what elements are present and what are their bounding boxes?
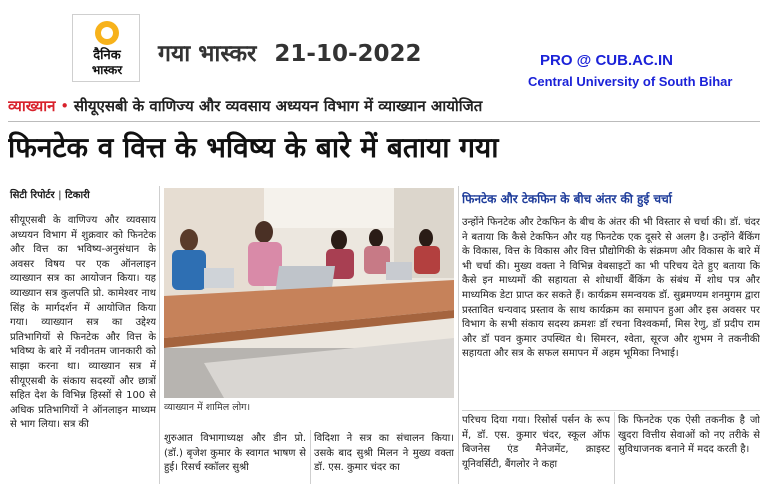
sun-logo-icon [95,21,119,45]
byline-separator: | [58,190,62,201]
logo-line-2: भास्कर [91,63,123,77]
column-divider [159,186,160,484]
logo-line-1: दैनिक [93,48,121,63]
byline [10,187,90,201]
kicker-line [8,96,760,122]
photo-caption: व्याख्यान में शामिल लोग। [164,402,251,413]
edition-date [158,36,432,68]
kicker-label: व्याख्यान [8,97,56,115]
article-column-bottom-2: विदिशा ने सत्र का संचालन किया। उसके बाद सुश्री मिलन ने मुख्य वक्ता डॉ. एस. कुमार चंदर का [314,433,454,474]
article-column-bottom-4: कि फिनटेक एक ऐसी तकनीक है जो खुदरा वित्तीय सेवाओं को नए तरीके से सुविधाजनक बनाने में मदद करती है। [618,415,760,456]
lecture-room-photo-icon [164,188,454,398]
column-divider [458,186,459,484]
column-divider [614,412,615,484]
edition-name: गया भास्कर [158,41,257,67]
issue-date: 21-10-2022 [274,41,422,67]
byline-reporter: सिटी रिपोर्टर [10,190,55,201]
article-column-bottom-3: परिचय दिया गया। रिसोर्स पर्सन के रूप में, डॉ. एस. कुमार चंदर, स्कूल ऑफ बिजनेस एंड मैनेजमेंट, क्राइस्ट यूनिवर्सिटी, बैंगलोर ने कहा [462,415,610,470]
newspaper-logo [72,14,140,82]
university-name: Central University of South Bihar [528,74,733,89]
column-divider [310,430,311,484]
pro-credit: PRO @ CUB.AC.IN [540,52,673,69]
lecture-photo [164,188,454,398]
kicker-text: सीयूएसबी के वाणिज्य और व्यवसाय अध्ययन विभाग में व्याख्यान आयोजित [73,97,483,115]
article-column-left: सीयूएसबी के वाणिज्य और व्यवसाय अध्ययन विभाग में शुक्रवार को फिनटेक और वित्त का भविष्य-अनुसंधान के अवसर विषय पर एक ऑनलाइन व्याख्यान सत्र का आयोजन किया। यह व्याख्यान सत्र कुलपति प्रो. कामेश्वर नाथ सिंह के मार्गदर्शन में आयोजित किया गया। व्याख्यान सत्र का उद्देश्य प्रतिभागियों से फिनटेक और वित्त के भविष्य के बारे में नवीनतम जानकारी को साझा करना था। व्याख्यान सत्र में सीयूएसबी के संकाय सदस्यों और छात्रों सहित देश के विभिन्न हिस्सों से 100 से अधिक प्रतिभागियों ने ऑनलाइन माध्यम से भाग लिया। सत्र की [10,215,156,431]
headline: फिनटेक व वित्त के भविष्य के बारे में बताया गया [8,131,499,164]
subheading: फिनटेक और टेकफिन के बीच अंतर की हुई चर्चा [462,192,672,206]
article-column-right: उन्होंने फिनटेक और टेकफिन के बीच के अंतर की भी विस्तार से चर्चा की। डॉ. चंदर ने बताया कि कैसे टेकफिन और यह फिनटेक एक दूसरे से अलग है। उन्होंने बैंकिंग के विकास, वित्त के विकास और वित्त प्रौद्योगिकी के संक्रमण और विकास के बारे में भी चर्चा की। मुख्य वक्ता ने विभिन्न वेबसाइटों का भी परिचय देते हुए बताया कि कैसे इन माध्यमों की सहायता से शोधार्थी बैंकिंग के संबंध में शोध पत्र और माध्यमिक डेटा प्राप्त कर सकते हैं। कार्यक्रम समन्वयक डॉ. सुब्रमण्यम शनमुगम द्वारा प्रस्तावित धन्यवाद प्रस्ताव के साथ कार्यक्रम का समापन हुआ और इस अवसर पर विभाग के सभी संकाय सदस्य क्रमशः डॉ रचना विश्वकर्मा, मिस रेणु, डॉ प्रदीप राम और डॉ पवन कुमार उपस्थित थे। सिमरन, श्वेता, सूरज और शुभम ने तकनीकी सहायता और सत्र के सफल समापन में अहम भूमिका निभाई। [462,217,760,360]
byline-place: टिकारी [65,190,90,201]
article-column-bottom-1: शुरुआत विभागाध्यक्ष और डीन प्रो. (डॉ.) बृजेश कुमार के स्वागत भाषण से हुई। रिसर्च स्कॉलर सुश्री [164,433,306,474]
kicker-bullet: • [60,97,70,115]
section-divider [462,410,760,411]
